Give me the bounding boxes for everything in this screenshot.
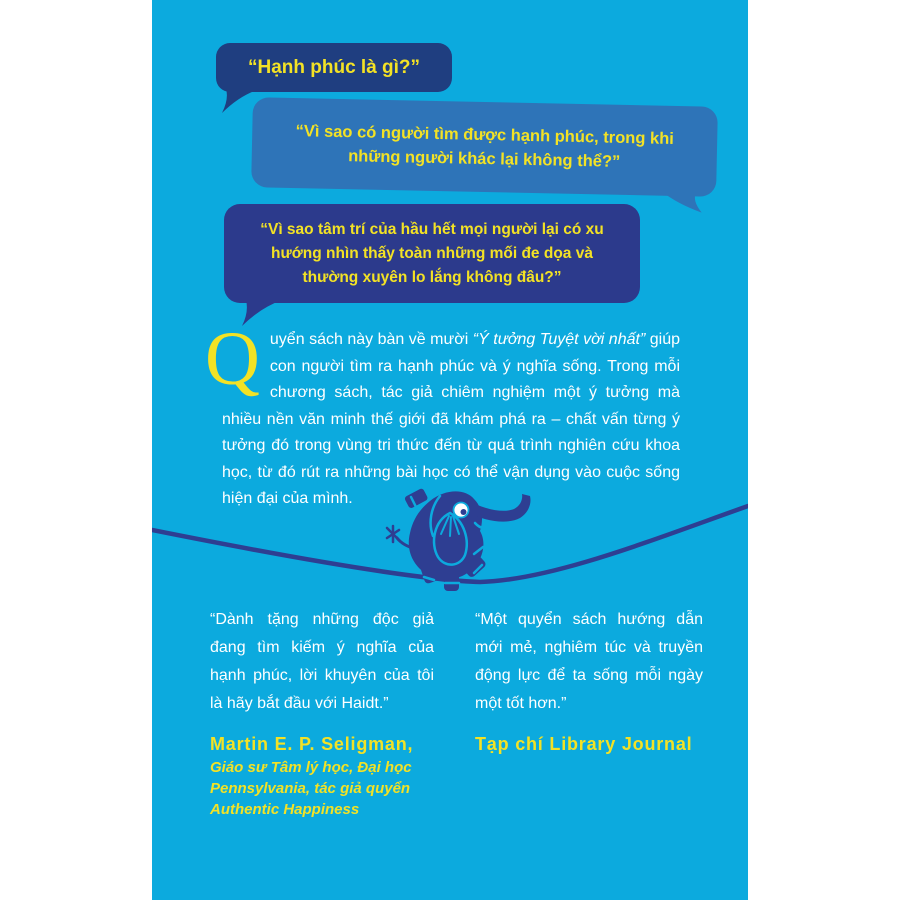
- quote-library-journal-attribution: Tạp chí Library Journal: [475, 734, 693, 754]
- quote-library-journal: [475, 606, 703, 757]
- speech-bubble-2-text: “Vì sao có người tìm được hạnh phúc, trong khi những người khác lại không thể?”: [295, 122, 675, 171]
- speech-bubble-1: [216, 43, 452, 92]
- intro-text-italic: “Ý tưởng Tuyệt vời nhất”: [472, 331, 646, 348]
- quote-seligman-attribution: Martin E. P. Seligman,: [210, 734, 414, 754]
- elephant-eye: [454, 503, 469, 518]
- quote-seligman-text: “Dành tặng những độc giả đang tìm kiếm ý nghĩa của hạnh phúc, lời khuyên của tôi là hãy bắt đầu với Haidt.”: [210, 611, 434, 712]
- quote-seligman-credit: Giáo sư Tâm lý học, Đại học Pennsylvania, tác giả quyển Authentic Happiness: [210, 759, 412, 818]
- speech-bubble-3: [224, 204, 640, 303]
- speech-bubble-1-text: “Hạnh phúc là gì?”: [247, 56, 421, 78]
- intro-text-before-italic: uyển sách này bàn về mười: [269, 331, 473, 348]
- speech-bubble-2-tail-icon: [662, 192, 702, 215]
- book-back-cover: [152, 0, 748, 900]
- intro-text-after-italic: giúp con người tìm ra hạnh phúc và ý nghĩa sống. Trong mỗi chương sách, tác giả chiêm nghiệm một ý tưởng mà nhiều nền văn minh thế giới đã khám phá ra – chất vấn từng ý tưởng đó trong vùng tri thức đến từ quá trình nghiên cứu khoa học, từ đó rút ra những bài học có thể vận dụng vào cuộc sống hiện đại của mình.: [222, 331, 681, 507]
- quote-seligman: [210, 606, 434, 820]
- elephant-on-tightrope-illustration: [370, 483, 540, 598]
- drop-cap-q: Q: [205, 317, 260, 401]
- speech-bubble-3-text: “Vì sao tâm trí của hầu hết mọi người lại có xu hướng nhìn thấy toàn những mối đe dọa và thường xuyên lo lắng không đâu?”: [260, 220, 604, 286]
- quote-library-journal-text: “Một quyển sách hướng dẫn mới mẻ, nghiêm túc và truyền động lực để ta sống mỗi ngày một tốt hơn.”: [475, 611, 703, 712]
- speech-bubble-2: [251, 97, 718, 197]
